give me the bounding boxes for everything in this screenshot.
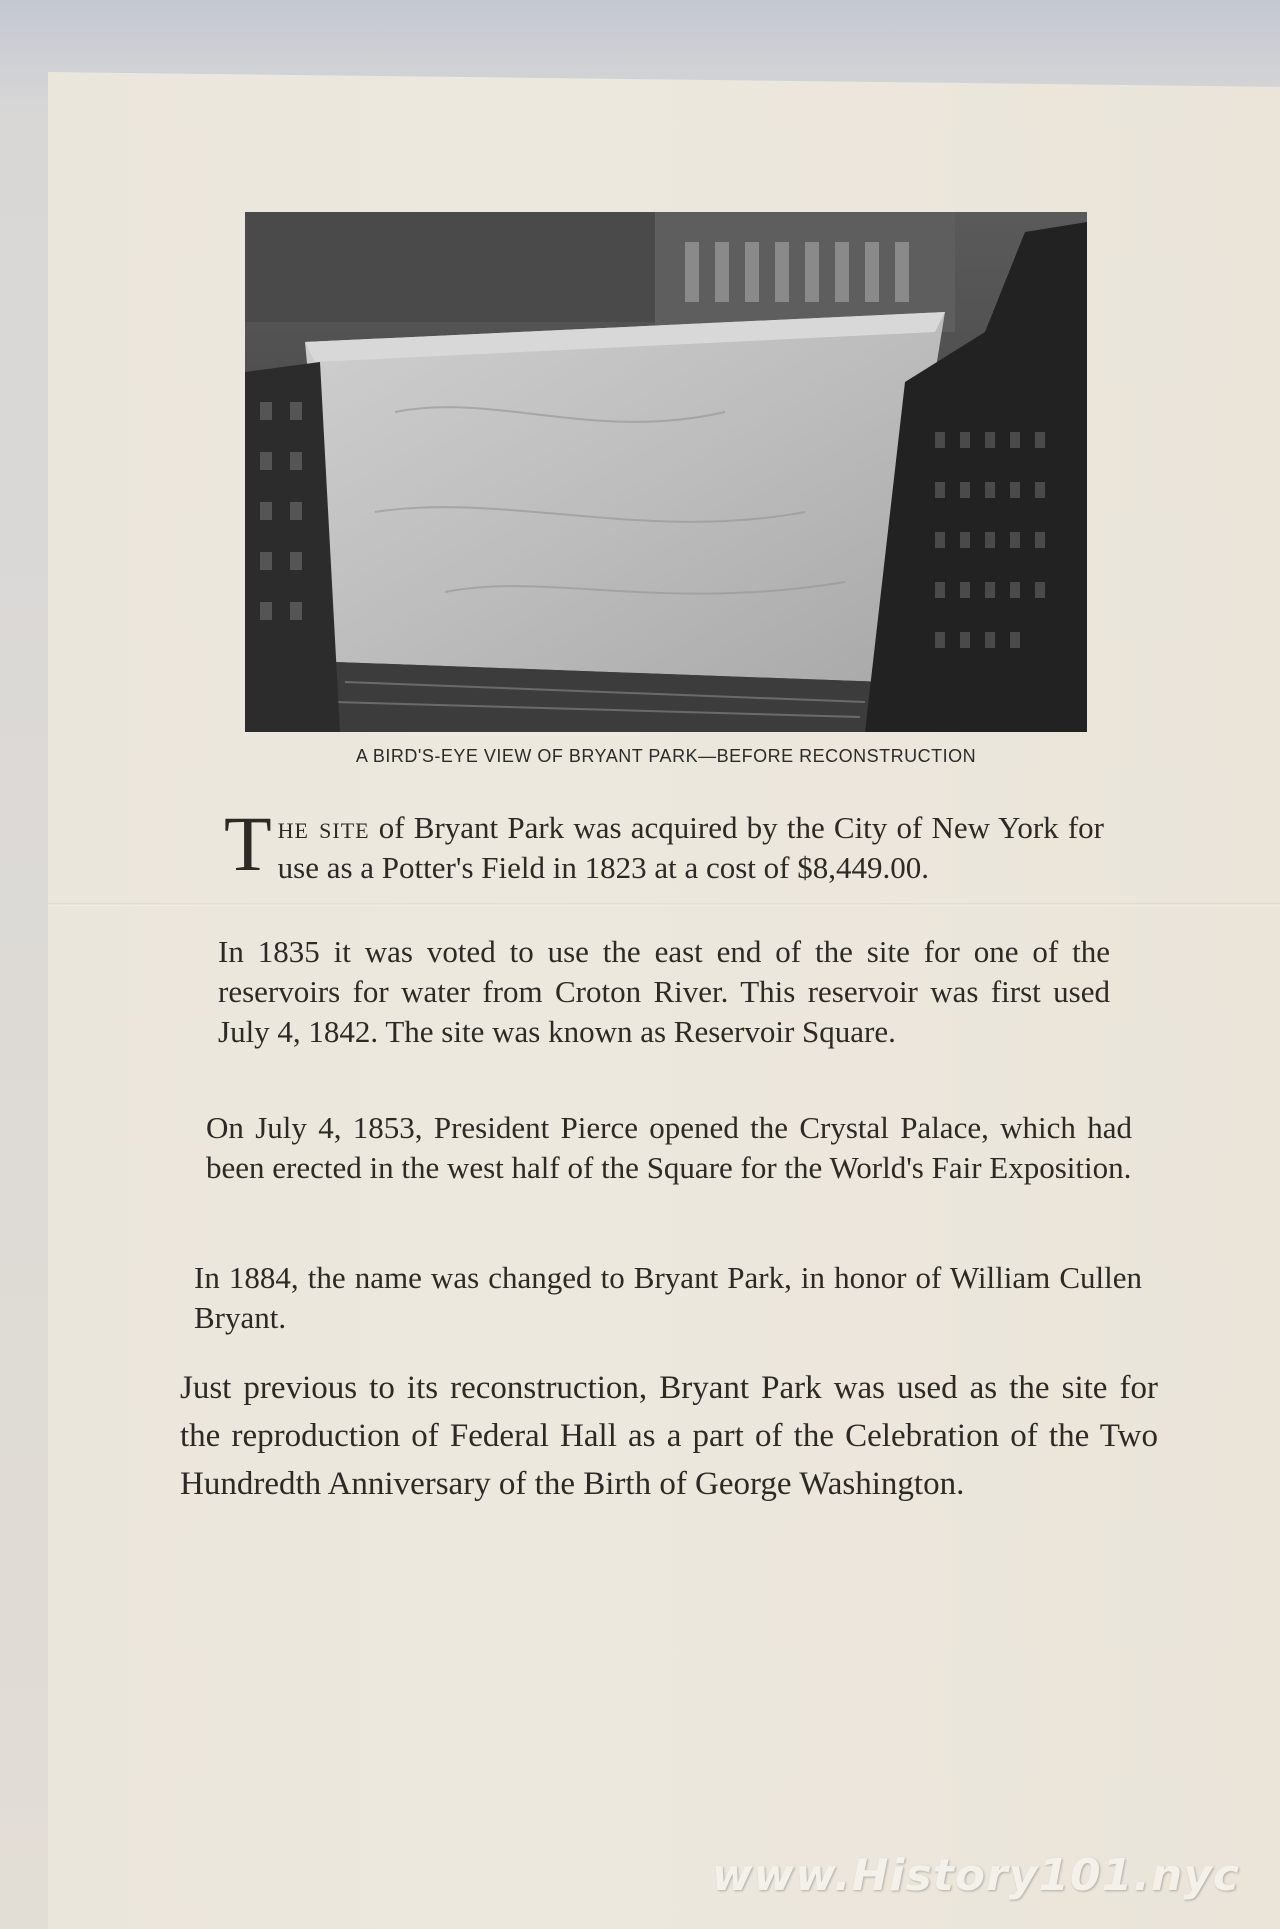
paragraph-3: On July 4, 1853, President Pierce opened the Crystal Palace, which had been erected in the west half of the Square for the World's Fair Exposition. [206, 1110, 1132, 1185]
paragraph-1-lead: he site [277, 810, 370, 845]
paragraph-5: Just previous to its reconstruction, Bryant Park was used as the site for the reproduction of Federal Hall as a part of the Celebration of the Two Hundredth Anniversary of the Birth of George Washington. [180, 1370, 1158, 1502]
watermark: www.History101.nyc [711, 1850, 1240, 1901]
park-aerial-photo-illustration [245, 212, 1087, 732]
paragraph-4: In 1884, the name was changed to Bryant Park, in honor of William Cullen Bryant. [194, 1260, 1142, 1335]
park-aerial-photo [245, 212, 1087, 732]
fold-crease [48, 903, 1280, 906]
photo-caption: A BIRD'S-EYE VIEW OF BRYANT PARK—BEFORE RECONSTRUCTION [355, 746, 977, 766]
paragraph-1 [224, 800, 1104, 888]
paragraph-2: In 1835 it was voted to use the east end of the site for one of the reservoirs for water from Croton River. This reservoir was first used July 4, 1842. The site was known as Reservoir Square. [218, 934, 1110, 1049]
drop-cap: T [224, 800, 272, 887]
paragraph-1-text: of Bryant Park was acquired by the City of New York for use as a Potter's Field in 1823 at a cost of $8,449.00. [277, 810, 1104, 885]
